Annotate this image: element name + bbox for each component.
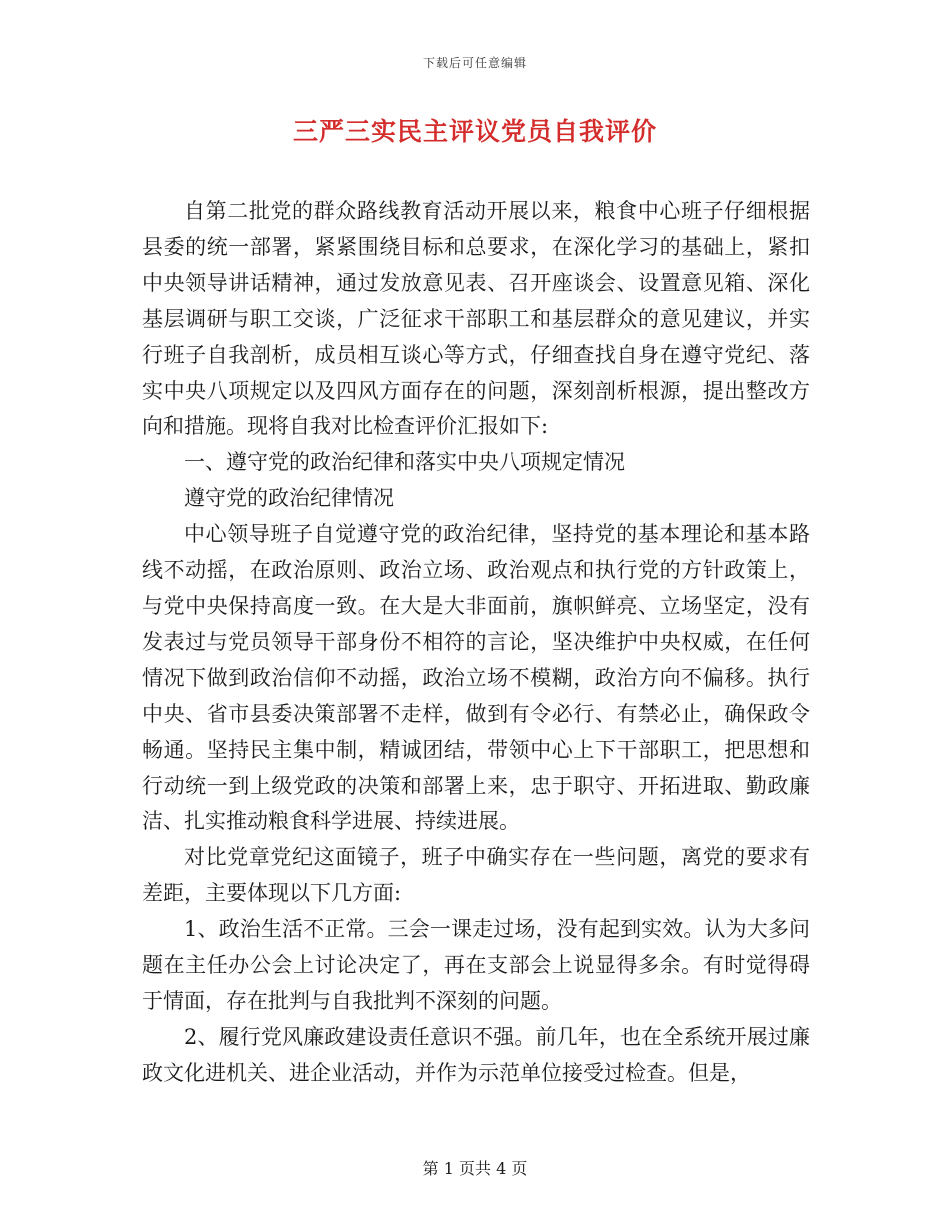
- subsection-heading: 遵守党的政治纪律情况: [184, 486, 394, 511]
- document-body: [142, 194, 810, 1092]
- document-title: 三严三实民主评议党员自我评价: [292, 117, 657, 146]
- list-item-2: 2、履行党风廉政建设责任意识不强。前几年，也在全系统开展过廉政文化进机关、进企业活动，并作为示范单位接受过检查。但是，: [142, 1024, 810, 1085]
- intro-paragraph: 自第二批党的群众路线教育活动开展以来，粮食中心班子仔细根据县委的统一部署，紧紧围绕目标和总要求，在深化学习的基础上，紧扣中央领导讲话精神，通过发放意见表、召开座谈会、设置意见箱、深化基层调研与职工交谈，广泛征求干部职工和基层群众的意见建议，并实行班子自我剖析，成员相互谈心等方式，仔细查找自身在遵守党纪、落实中央八项规定以及四风方面存在的问题，深刻剖析根源，提出整改方向和措施。现将自我对比检查评价汇报如下:: [142, 199, 810, 439]
- list-item-1: 1、政治生活不正常。三会一课走过场，没有起到实效。认为大多问题在主任办公会上讨论决定了，再在支部会上说显得多余。有时觉得碍于情面，存在批判与自我批判不深刻的问题。: [142, 917, 810, 1013]
- header-note: 下载后可任意编辑: [422, 56, 527, 70]
- section-heading-1: 一、遵守党的政治纪律和落实中央八项规定情况: [184, 450, 625, 475]
- body-paragraph: 中心领导班子自觉遵守党的政治纪律，坚持党的基本理论和基本路线不动摇，在政治原则、政治立场、政治观点和执行党的方针政策上，与党中央保持高度一致。在大是大非面前，旗帜鲜亮、立场坚定，没有发表过与党员领导干部身份不相符的言论，坚决维护中央权威，在任何情况下做到政治信仰不动摇，政治立场不模糊，政治方向不偏移。执行中央、省市县委决策部署不走样，做到有令必行、有禁必止，确保政令畅通。坚持民主集中制，精诚团结，带领中心上下干部职工，把思想和行动统一到上级党政的决策和部署上来，忠于职守、开拓进取、勤政廉洁、扎实推动粮食科学进展、持续进展。: [142, 522, 810, 834]
- body-paragraph: 对比党章党纪这面镜子，班子中确实存在一些问题，离党的要求有差距，主要体现以下几方面:: [142, 845, 810, 906]
- page-number-footer: 第 1 页共 4 页: [422, 1159, 528, 1178]
